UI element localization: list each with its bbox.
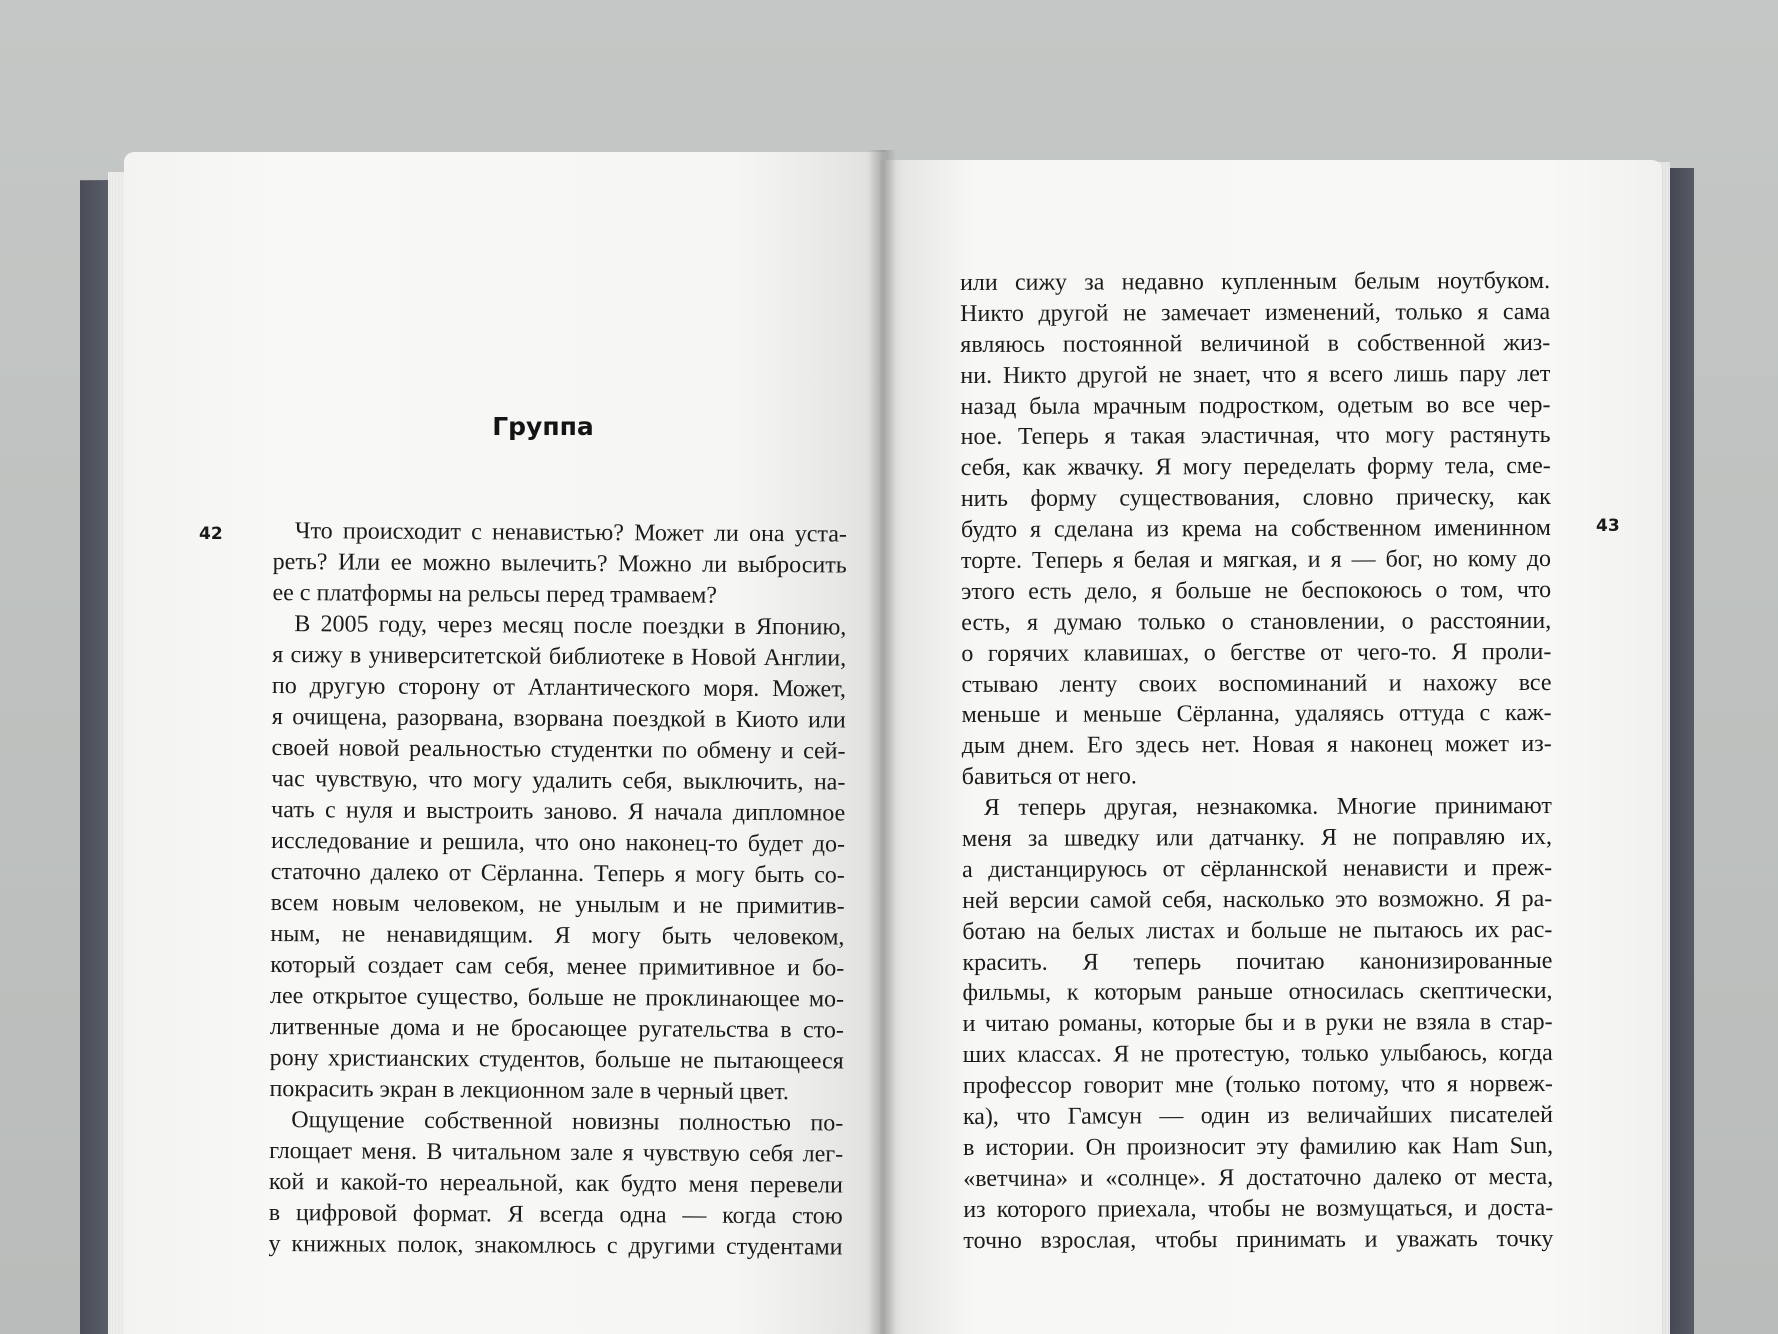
text-line: лее открытое существо, больше не проклинающее мо- [269, 982, 845, 1013]
text-line: будто я сделана из крема на собственном именинном [960, 515, 1551, 544]
text-line: Я теперь другая, незнакомка. Многие принимают [983, 793, 1552, 822]
book-gutter-shadow [868, 150, 896, 1334]
text-line: а дистанцируюсь от сёрланнской ненависти и преж- [962, 854, 1553, 883]
text-line: час чувствую, что могу удалить себя, выключить, на- [271, 765, 846, 796]
text-line: о горячих клавишах, о бегстве от чего-то. Я проли- [961, 638, 1552, 667]
text-line: покрасить экран в лекционном зале в черный цвет. [269, 1075, 790, 1106]
text-line: я сижу в университетской библиотеке в Новой Англии, [272, 641, 847, 672]
text-line: и читаю романы, которые бы и в руки не взяла в стар- [962, 1009, 1553, 1038]
text-line: чать с нуля и выстроить заново. Я начала дипломное [271, 796, 846, 827]
text-line: ное. Теперь я такая эластичная, что могу растянуть [960, 422, 1551, 451]
text-line: по другую сторону от Атлантического моря. Может, [271, 672, 847, 703]
text-line: профессор говорит мне (только потому, что я норвеж- [962, 1071, 1553, 1100]
right-page-text [960, 266, 1553, 1257]
text-line: рону христианских студентов, больше не пытающееся [269, 1044, 844, 1075]
text-line: в истории. Он произносит эту фамилию как Ham Sun, [963, 1132, 1554, 1161]
text-line: точно взрослая, чтобы принимать и уважать точку [963, 1225, 1554, 1254]
text-line: красить. Я теперь почитаю канонизированные [962, 947, 1553, 976]
text-line: ее с платформы на рельсы перед трамваем? [272, 579, 718, 609]
text-line: ней версии самой себя, насколько это возможно. Я ра- [962, 885, 1553, 914]
text-line: дым днем. Его здесь нет. Новая я наконец может из- [961, 731, 1552, 760]
text-line: торте. Теперь я белая и мягкая, и я — бог, но кому до [960, 545, 1552, 575]
text-line: В 2005 году, через месяц после поездки в Японию, [294, 611, 847, 641]
text-line: своей новой реальностью студентки по обмену и сей- [271, 734, 846, 765]
text-line: этого есть дело, я больше не беспокоюсь о том, что [961, 576, 1552, 605]
text-line: кой и какой-то нереальной, как будто меня перевели [268, 1168, 844, 1199]
text-line: который создает сам себя, менее примитивное и бо- [270, 951, 845, 982]
text-line: глощает меня. В читальном зале я чувствую себя лег- [269, 1137, 844, 1168]
chapter-title: Группа [492, 412, 594, 441]
text-line: я очищена, разорвана, взорвана поездкой в Киото или [271, 703, 846, 734]
text-line: являюсь постоянной величиной в собственной жиз- [960, 329, 1551, 358]
text-line: меньше и меньше Сёрланна, удаляясь оттуда с каж- [961, 700, 1552, 729]
text-line: ным, не ненавидящим. Я могу быть человеком, [270, 920, 845, 951]
text-line: себя, как жвачку. Я могу переделать форму тела, сме- [960, 453, 1551, 482]
text-line: стываю ленту своих воспоминаний и нахожу все [961, 669, 1552, 698]
text-line: ботаю на белых листах и больше не пытаюсь их рас- [962, 916, 1553, 945]
text-line: литвенные дома и не бросающее ругательства в сто- [269, 1013, 844, 1044]
text-line: меня за шведку или датчанку. Я не поправляю их, [961, 823, 1553, 853]
text-line: нить форму существования, словно прическу, как [960, 484, 1551, 513]
left-page-text [268, 516, 847, 1263]
text-line: Никто другой не замечает изменений, только я сама [960, 298, 1551, 327]
text-line: или сижу за недавно купленным белым ноутбуком. [960, 267, 1551, 296]
text-line: в цифровой формат. Я всегда одна — когда стою [268, 1199, 843, 1230]
text-line: всем новым человеком, не унылым и не примитив- [270, 889, 845, 920]
text-line: фильмы, к которым раньше относилась скептически, [962, 978, 1553, 1007]
page-number-right: 43 [1596, 516, 1620, 536]
text-line: Ощущение собственной новизны полностью по- [291, 1107, 844, 1137]
text-line: назад была мрачным подростком, одетым во все чер- [960, 391, 1551, 420]
text-line: реть? Или ее можно вылечить? Можно ли выбросить [272, 548, 847, 579]
text-line: из которого приехала, чтобы не возмущаться, и доста- [963, 1194, 1554, 1223]
text-line: у книжных полок, знакомлюсь с другими студентами [268, 1230, 843, 1261]
text-line: ших классах. Я не протестую, только улыбаюсь, когда [962, 1040, 1553, 1069]
text-line: исследование и решила, что оно наконец-то будет до- [270, 827, 846, 858]
text-line: ни. Никто другой не знает, что я всего лишь пару лет [960, 360, 1551, 389]
text-line: ка), что Гамсун — один из величайших писателей [962, 1101, 1554, 1131]
text-line: есть, я думаю только о становлении, о расстоянии, [961, 607, 1552, 636]
text-line: статочно далеко от Сёрланна. Теперь я могу быть со- [270, 858, 845, 889]
text-line: бавиться от него. [961, 763, 1137, 791]
text-line: Что происходит с ненавистью? Может ли она уста- [294, 518, 847, 548]
page-number-left: 42 [199, 524, 223, 544]
text-line: «ветчина» и «солнце». Я достаточно далеко от места, [963, 1163, 1554, 1192]
